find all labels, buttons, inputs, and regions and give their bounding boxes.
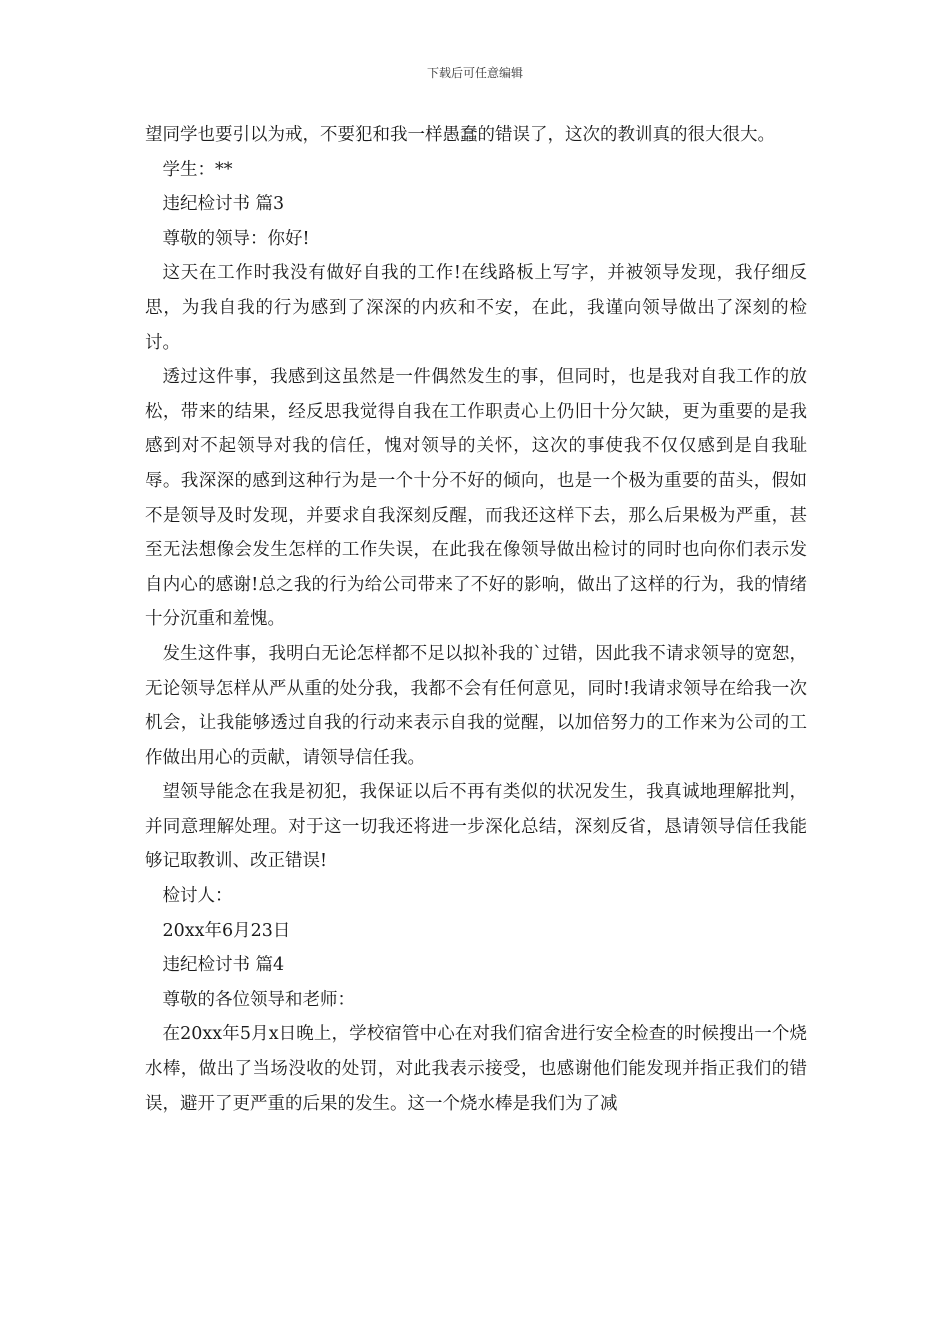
signature-label: 检讨人： bbox=[162, 886, 233, 907]
paragraph: 望领导能念在我是初犯，我保证以后不再有类似的状况发生，我真诚地理解批判，并同意理解处理。对于这一切我还将进一步深化总结，深刻反省，恳请领导信任我能够记取教训、改正错误! bbox=[145, 782, 807, 872]
paragraph: 望同学也要引以为戒，不要犯和我一样愚蠢的错误了，这次的教训真的很大很大。 bbox=[145, 125, 775, 145]
section-heading: 违纪检讨书 篇3 bbox=[162, 194, 285, 215]
paragraph: 在20xx年5月x日晚上，学校宿管中心在对我们宿舍进行安全检查的时候搜出一个烧水棒，做出了当场没收的处罚，对此我表示接受，也感谢他们能发现并指正我们的错误，避开了更严重的后果的发生。这一个烧水棒是我们为了减 bbox=[145, 1024, 807, 1114]
salutation: 尊敬的领导：你好! bbox=[162, 228, 310, 249]
section-heading: 违纪检讨书 篇4 bbox=[162, 955, 285, 976]
salutation: 尊敬的各位领导和老师： bbox=[162, 989, 355, 1010]
document-body bbox=[145, 118, 807, 1121]
paragraph: 透过这件事，我感到这虽然是一件偶然发生的事，但同时，也是我对自我工作的放松，带来的结果，经反思我觉得自我在工作职责心上仍旧十分欠缺，更为重要的是我感到对不起领导对我的信任，愧对领导的关怀，这次的事使我不仅仅感到是自我耻辱。我深深的感到这种行为是一个十分不好的倾向，也是一个极为重要的苗头，假如不是领导及时发现，并要求自我深刻反醒，而我还这样下去，那么后果极为严重，甚至无法想像会发生怎样的工作失误，在此我在像领导做出检讨的同时也向你们表示发自内心的感谢!总之我的行为给公司带来了不好的影响，做出了这样的行为，我的情绪十分沉重和羞愧。 bbox=[145, 367, 807, 630]
paragraph: 学生：** bbox=[162, 159, 233, 180]
paragraph: 发生这件事，我明白无论怎样都不足以拟补我的`过错，因此我不请求领导的宽恕，无论领导怎样从严从重的处分我，我都不会有任何意见，同时!我请求领导在给我一次机会，让我能够透过自我的行动来表示自我的觉醒，以加倍努力的工作来为公司的工作做出用心的贡献，请领导信任我。 bbox=[145, 643, 807, 768]
page-header: 下载后可任意编辑 bbox=[426, 66, 523, 80]
paragraph: 这天在工作时我没有做好自我的工作!在线路板上写字，并被领导发现，我仔细反思，为我自我的行为感到了深深的内疚和不安，在此，我谨向领导做出了深刻的检讨。 bbox=[145, 263, 807, 353]
date-line: 20xx年6月23日 bbox=[162, 920, 291, 941]
